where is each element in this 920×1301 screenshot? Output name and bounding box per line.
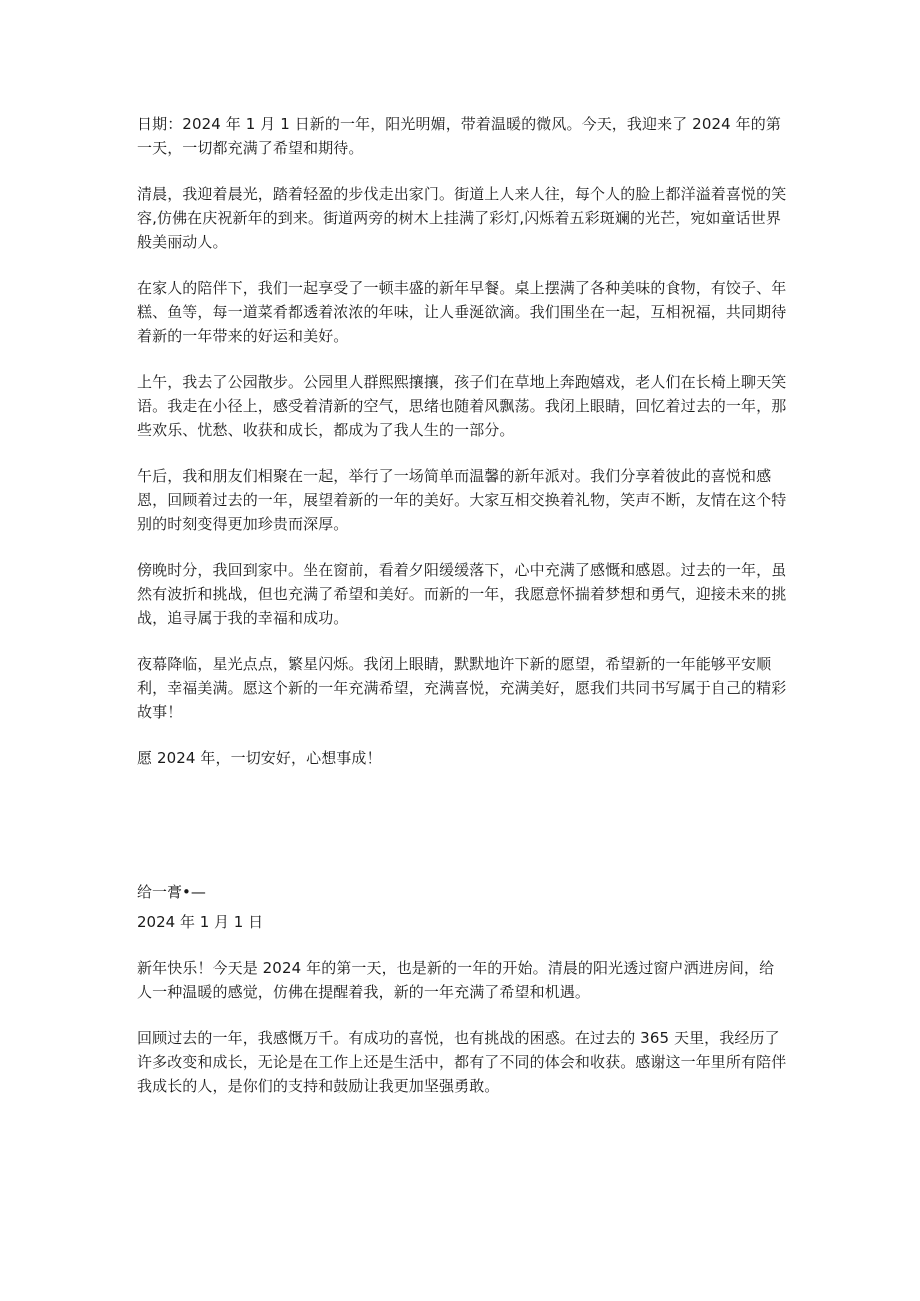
section-gap <box>137 792 787 880</box>
paragraph-party: 午后，我和朋友们相聚在一起，举行了一场简单而温馨的新年派对。我们分享着彼此的喜悦和感恩，回顾着过去的一年，展望着新的一年的美好。大家互相交换着礼物，笑声不断，友情在这个特别的时刻变得更加珍贵而深厚。 <box>137 467 787 533</box>
paragraph-new-year: 新年快乐！今天是 2024 年的第一天，也是新的一年的开始。清晨的阳光透过窗户洒进房间，给人一种温暖的感觉，仿佛在提醒着我，新的一年充满了希望和机遇。 <box>137 959 775 1001</box>
paragraph-evening: 傍晚时分，我回到家中。坐在窗前，看着夕阳缓缓落下，心中充满了感慨和感恩。过去的一年，虽然有波折和挑战，但也充满了希望和美好。而新的一年，我愿意怀揣着梦想和勇气，迎接未来的挑战，追寻属于我的幸福和成功。 <box>137 561 787 627</box>
paragraph-night: 夜幕降临，星光点点，繁星闪烁。我闭上眼睛，默默地许下新的愿望，希望新的一年能够平安顺利，幸福美满。愿这个新的一年充满希望，充满喜悦，充满美好，愿我们共同书写属于自己的精彩故事！ <box>137 655 787 721</box>
section-date: 2024 年 1 月 1 日 <box>137 913 264 931</box>
paragraph-morning: 清晨，我迎着晨光，踏着轻盈的步伐走出家门。街道上人来人往，每个人的脸上都洋溢着喜悦的笑容,仿佛在庆祝新年的到来。街道两旁的树木上挂满了彩灯,闪烁着五彩斑斓的光芒，宛如童话世界般美丽动人。 <box>137 185 787 251</box>
diary-section-1 <box>137 112 787 770</box>
section-heading: 给一膏•— <box>137 883 206 901</box>
paragraph-closing-wish: 愿 2024 年，一切安好，心想事成！ <box>137 749 382 767</box>
paragraph-date-intro: 日期：2024 年 1 月 1 日新的一年，阳光明媚，带着温暖的微风。今天，我迎来了 2024 年的第一天，一切都充满了希望和期待。 <box>137 115 781 157</box>
diary-section-2 <box>137 880 787 1098</box>
paragraph-park: 上午，我去了公园散步。公园里人群熙熙攘攘，孩子们在草地上奔跑嬉戏，老人们在长椅上聊天笑语。我走在小径上，感受着清新的空气，思绪也随着风飘荡。我闭上眼睛，回忆着过去的一年，那些欢乐、忧愁、收获和成长，都成为了我人生的一部分。 <box>137 373 787 439</box>
paragraph-breakfast: 在家人的陪伴下，我们一起享受了一顿丰盛的新年早餐。桌上摆满了各种美味的食物，有饺子、年糕、鱼等，每一道菜肴都透着浓浓的年味，让人垂涎欲滴。我们围坐在一起，互相祝福，共同期待着新的一年带来的好运和美好。 <box>137 279 787 345</box>
paragraph-reflection: 回顾过去的一年，我感慨万千。有成功的喜悦，也有挑战的困惑。在过去的 365 天里，我经历了许多改变和成长，无论是在工作上还是生活中，都有了不同的体会和收获。感谢这一年里所有陪伴我成长的人，是你们的支持和鼓励让我更加坚强勇敢。 <box>137 1029 787 1095</box>
document-page <box>137 112 787 1120</box>
